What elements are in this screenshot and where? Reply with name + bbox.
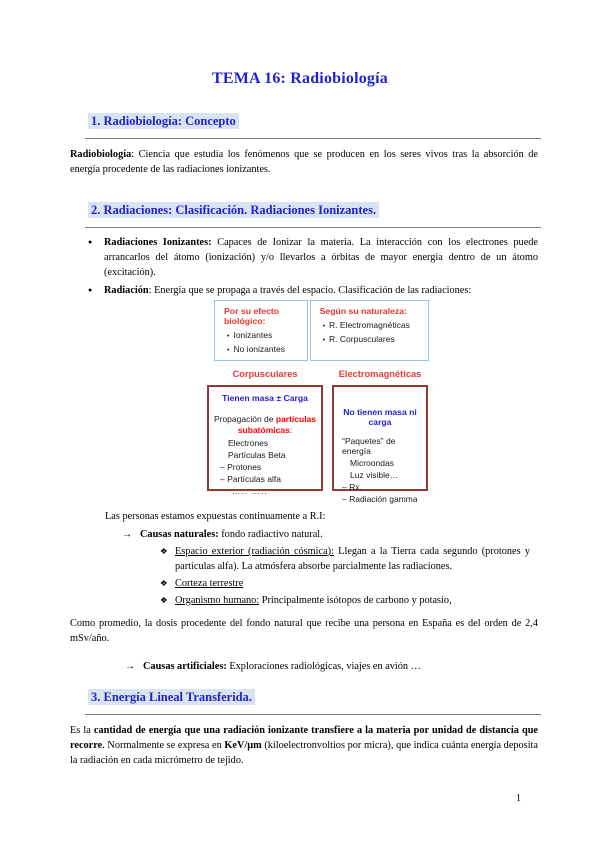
- electromagneticas-box-title: No tienen masa ni carga: [343, 407, 417, 427]
- section-3-heading: [88, 690, 538, 705]
- document-content: [0, 114, 600, 768]
- bullet-text: Radiaciones Ionizantes: Capaces de Ionizar la materia. La interacción con los electrones puede arrancarlos del átomo (ionización) y/o llevarlos a órbitas de mayor energía dentro de un átomo (excitación).: [104, 237, 538, 278]
- bullet-item-ionizantes: [88, 235, 538, 280]
- corpusculares-box-title: Tienen masa ± Carga: [222, 393, 308, 403]
- section-2-heading: [88, 203, 538, 218]
- natural-causes-line: [122, 527, 538, 542]
- caption-electromagneticas: Electromagnéticas: [338, 369, 422, 379]
- electromagneticas-item: – Radiación gamma: [342, 494, 418, 504]
- corpusculares-box: [207, 385, 323, 497]
- section-3-paragraph: Es la cantidad de energía que una radiación ionizante transfiere a la materia por unidad de distancia que recorre. Normalmente se expresa en KeV/μm (kiloelectronvoltios por micra), que indica cuánta energía deposita la radiación en cada micrómetro de tejido.: [70, 725, 538, 766]
- sub-item-espacio-exterior: [160, 544, 538, 574]
- small-bullet-icon: •: [227, 333, 230, 340]
- effect-box-item: • Ionizantes: [227, 330, 273, 340]
- sub-item-text: Corteza terrestre: [175, 578, 244, 589]
- nature-box-item: • R. Corpusculares: [322, 334, 395, 344]
- natural-causes-text: Causas naturales: fondo radiactivo natural.: [140, 529, 323, 540]
- document-title: TEMA 16: Radiobiología: [212, 70, 388, 87]
- section-1-heading-text: 1. Radiobiología: Concepto: [88, 113, 239, 129]
- nature-box: [310, 300, 429, 361]
- artificial-causes-text: Causas artificiales: Exploraciones radiológicas, viajes en avión …: [143, 661, 421, 672]
- nature-box-item: • R. Electromagnéticas: [322, 320, 410, 330]
- corpusculares-item: Partículas Beta: [228, 450, 286, 461]
- corpusculares-item: ….. …..: [232, 486, 268, 497]
- effect-box: [214, 300, 308, 361]
- corpusculares-box-intro: Propagación de partículas subatómicas:: [213, 414, 317, 436]
- figure-captions: [207, 369, 429, 379]
- heading-rule-1: [85, 138, 541, 139]
- section-2-heading-text: 2. Radiaciones: Clasificación. Radiaciones Ionizantes.: [88, 202, 379, 218]
- sub-item-text: Organismo humano: Principalmente isótopos de carbono y potasio,: [175, 595, 452, 606]
- arrow-icon: →: [122, 529, 133, 540]
- page-number: 1: [516, 793, 521, 804]
- heading-rule-3: [85, 714, 541, 715]
- electromagneticas-item: Luz visible…: [350, 470, 399, 480]
- electromagneticas-item: – Rx,: [342, 482, 362, 492]
- small-bullet-icon: •: [322, 323, 326, 330]
- nature-box-title: Según su naturaleza:: [319, 306, 407, 316]
- exposure-intro: Las personas estamos expuestas continuamente a R.I:: [105, 511, 326, 522]
- electromagneticas-box: [332, 385, 428, 504]
- effect-box-title: Por su efecto biológico:: [224, 306, 280, 326]
- type-boxes-row: [207, 385, 429, 504]
- corpusculares-item: – Partículas alfa: [220, 474, 281, 485]
- classification-figure: [207, 300, 429, 504]
- average-dose-paragraph: Como promedio, la dosis procedente del fondo natural que recibe una persona en España es del orden de 2,4 mSv/año.: [70, 618, 538, 644]
- effect-box-item: • No ionizantes: [227, 344, 285, 354]
- sub-item-text: Espacio exterior (radiación cósmica): Llegan a la Tierra cada segundo (protones y partículas alfa). La atmósfera absorbe parcialmente las radiaciones.: [175, 546, 530, 572]
- heading-rule-2: [85, 227, 541, 228]
- corpusculares-item: – Protones: [220, 462, 262, 473]
- sub-item-organismo-humano: [160, 593, 538, 608]
- small-bullet-icon: •: [227, 347, 230, 354]
- section-1-paragraph: Radiobiología: Ciencia que estudia los fenómenos que se producen en los seres vivos tras la absorción de energía procedente de las radiaciones ionizantes.: [70, 149, 538, 175]
- diamond-bullet-icon: ❖: [160, 546, 168, 556]
- caption-corpusculares: Corpusculares: [232, 369, 298, 379]
- electromagneticas-item: “Paquetes” de energía: [342, 436, 396, 456]
- classification-criteria-row: [214, 300, 429, 361]
- corpusculares-item: Electrones: [228, 438, 269, 449]
- section-3-heading-text: 3. Energía Lineal Transferida.: [88, 689, 255, 705]
- bullet-item-radiacion: [88, 283, 538, 298]
- bullet-dot-icon: ●: [88, 286, 93, 294]
- bullet-dot-icon: ●: [88, 238, 93, 246]
- small-bullet-icon: •: [322, 337, 326, 344]
- diamond-bullet-icon: ❖: [160, 578, 168, 588]
- arrow-icon: →: [125, 661, 136, 672]
- section-1-heading: [88, 114, 538, 129]
- sub-item-corteza-terrestre: [160, 576, 538, 591]
- electromagneticas-item: Microondas: [350, 458, 394, 468]
- term-radiobiologia: Radiobiología: [70, 149, 132, 160]
- artificial-causes-line: [125, 659, 538, 674]
- diamond-bullet-icon: ❖: [160, 595, 168, 605]
- bullet-text: Radiación: Energía que se propaga a través del espacio. Clasificación de las radiaciones:: [104, 285, 472, 296]
